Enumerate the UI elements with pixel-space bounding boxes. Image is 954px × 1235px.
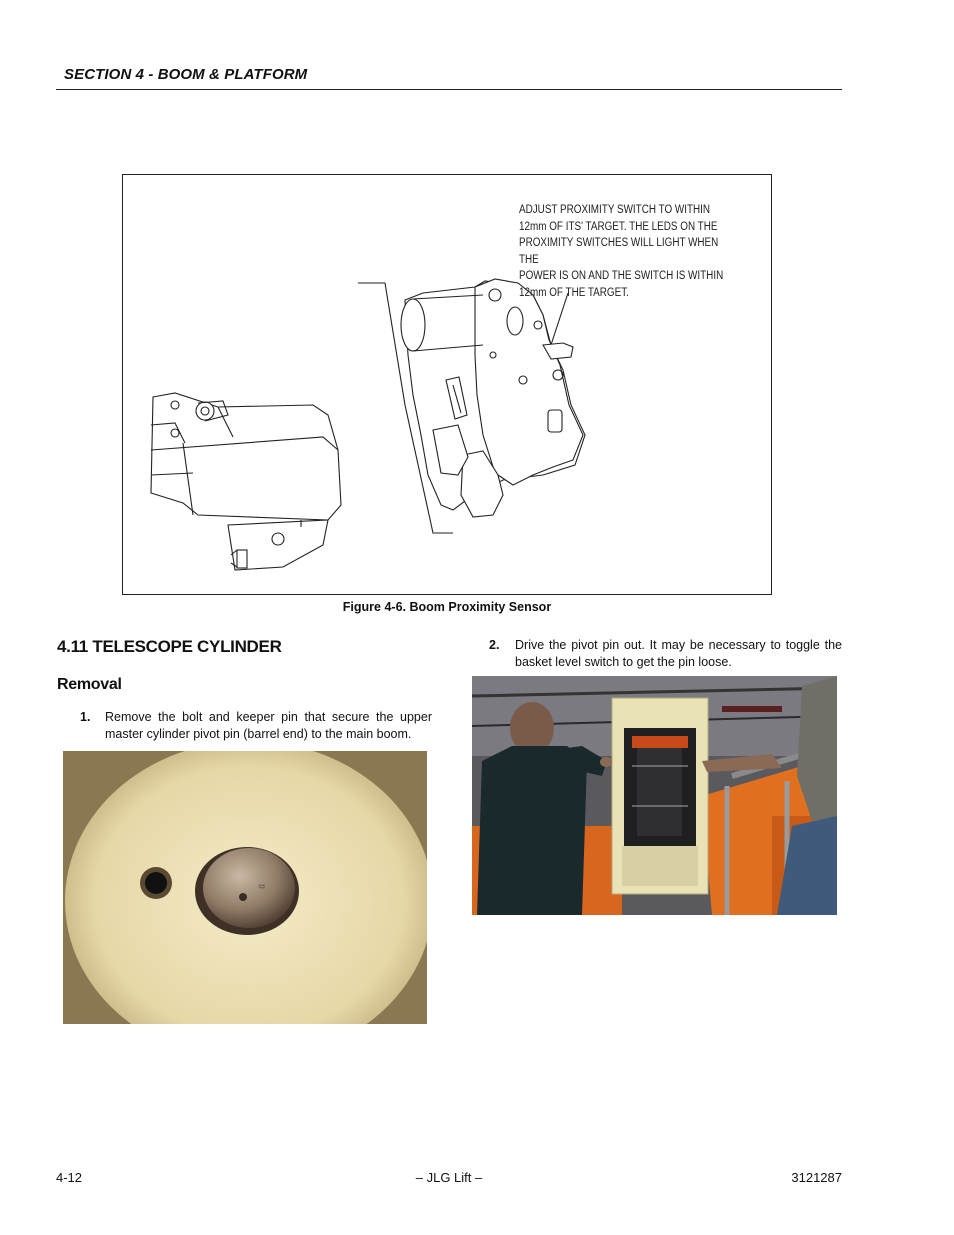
step-1 <box>80 709 432 749</box>
figure-callout-note: ADJUST PROXIMITY SWITCH TO WITHIN 12mm OF ITS' TARGET. THE LEDS ON THE PROXIMITY SWITCHES WILL LIGHT WHEN THE POWER IS ON AND THE SWITCH IS WITHIN 12mm OF THE TARGET. <box>519 204 724 299</box>
svg-text:ﾛ: ﾛ <box>255 884 266 889</box>
footer-document-number: 3121287 <box>791 1170 842 1185</box>
footer-page-number: 4-12 <box>56 1170 83 1185</box>
figure-caption: Figure 4-6. Boom Proximity Sensor <box>342 600 552 614</box>
step-number: 1. <box>80 710 91 724</box>
step-text: Remove the bolt and keeper pin that secure the upper master cylinder pivot pin (barrel end) to the main boom. <box>105 710 432 741</box>
figure-boom-proximity-sensor <box>122 174 772 595</box>
section-title: 4.11 TELESCOPE CYLINDER <box>57 637 282 656</box>
photo-drive-pivot-pin <box>472 676 837 915</box>
footer-publisher: – JLG Lift – <box>415 1170 483 1185</box>
step-2 <box>489 637 842 677</box>
photo-pivot-pin <box>63 751 427 1024</box>
header-divider <box>56 89 842 90</box>
step-text: Drive the pivot pin out. It may be necessary to toggle the basket level switch to get the pin loose. <box>515 638 842 669</box>
section-header: SECTION 4 - BOOM & PLATFORM <box>64 66 308 83</box>
step-number: 2. <box>489 638 500 652</box>
subsection-title: Removal <box>57 676 122 693</box>
